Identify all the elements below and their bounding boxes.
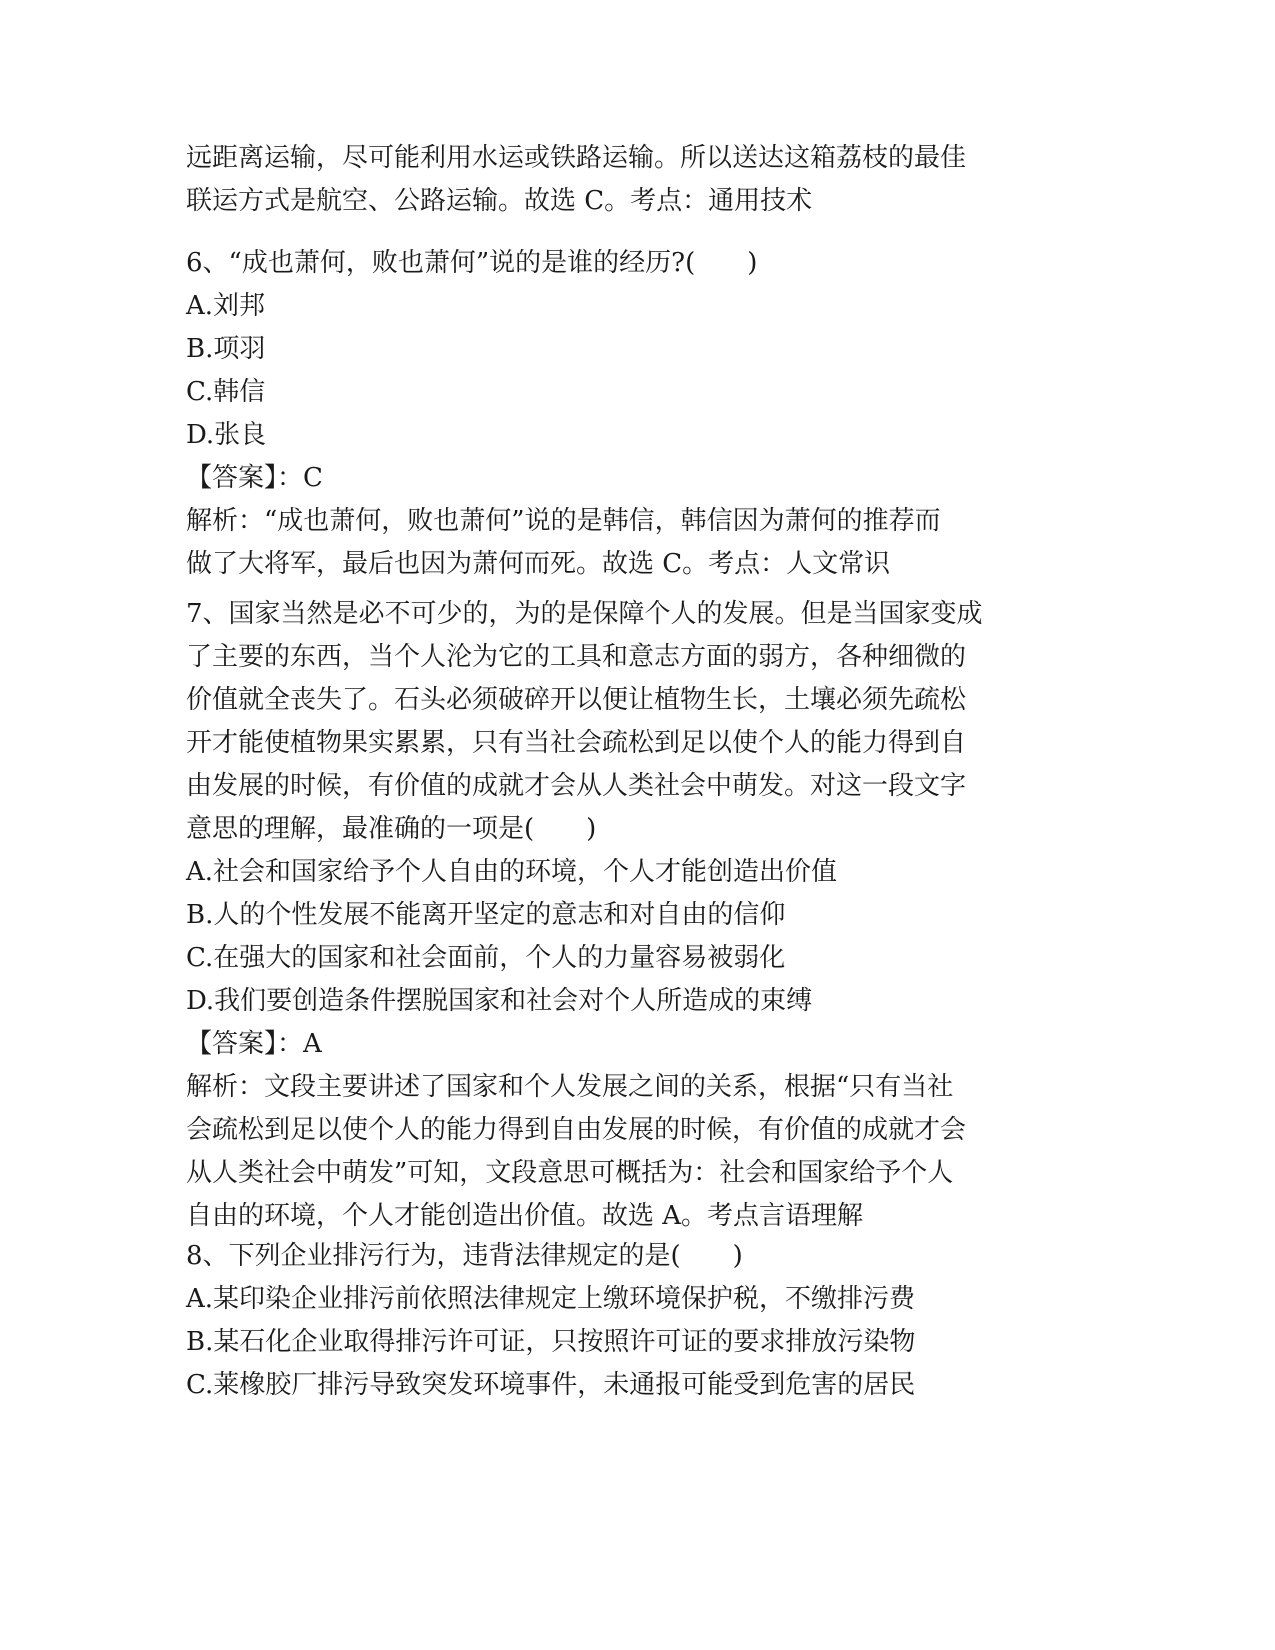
question-6 [186, 242, 1086, 586]
option-d: D.我们要创造条件摆脱国家和社会对个人所造成的束缚 [186, 986, 813, 1016]
text-line: 远距离运输，尽可能利用水运或铁路运输。所以送达这箱荔枝的最佳 [186, 143, 967, 173]
option-a: A.社会和国家给予个人自由的环境，个人才能创造出价值 [186, 857, 838, 887]
text-line: 联运方式是航空、公路运输。故选 C。考点：通用技术 [186, 186, 813, 216]
question-stem-line: 价值就全丧失了。石头必须破碎开以便让植物生长，土壤必须先疏松 [186, 685, 967, 715]
option-b: B.某石化企业取得排污许可证，只按照许可证的要求排放污染物 [186, 1327, 916, 1357]
analysis-line: 从人类社会中萌发”可知，文段意思可概括为：社会和国家给予个人 [186, 1158, 954, 1188]
option-c: C.莱橡胶厂排污导致突发环境事件，未通报可能受到危害的居民 [186, 1370, 916, 1400]
question-stem-line: 开才能使植物果实累累，只有当社会疏松到足以使个人的能力得到自 [186, 728, 967, 758]
question-7 [186, 593, 1086, 1238]
option-a: A.刘邦 [186, 291, 266, 321]
analysis-line: 解析：“成也萧何，败也萧何”说的是韩信，韩信因为萧何的推荐而 [186, 506, 941, 536]
answer-label: 【答案】：C [186, 463, 323, 493]
question-stem-line: 7、国家当然是必不可少的，为的是保障个人的发展。但是当国家变成 [186, 599, 983, 629]
question-stem-line: 了主要的东西，当个人沦为它的工具和意志方面的弱方，各种细微的 [186, 642, 967, 672]
previous-answer-continuation [186, 137, 1086, 223]
question-stem: 8、下列企业排污行为，违背法律规定的是( ) [186, 1241, 743, 1271]
question-stem-line: 意思的理解，最准确的一项是( ) [186, 814, 597, 844]
option-c: C.韩信 [186, 377, 266, 407]
option-b: B.项羽 [186, 334, 266, 364]
option-c: C.在强大的国家和社会面前，个人的力量容易被弱化 [186, 943, 786, 973]
analysis-line: 解析：文段主要讲述了国家和个人发展之间的关系，根据“只有当社 [186, 1072, 954, 1102]
question-8 [186, 1235, 1086, 1407]
analysis-line: 自由的环境，个人才能创造出价值。故选 A。考点言语理解 [186, 1201, 864, 1231]
analysis-line: 做了大将军，最后也因为萧何而死。故选 C。考点：人文常识 [186, 549, 891, 579]
answer-label: 【答案】：A [186, 1029, 322, 1059]
option-d: D.张良 [186, 420, 267, 450]
question-stem-line: 由发展的时候，有价值的成就才会从人类社会中萌发。对这一段文字 [186, 771, 967, 801]
option-a: A.某印染企业排污前依照法律规定上缴环境保护税，不缴排污费 [186, 1284, 916, 1314]
question-stem: 6、“成也萧何，败也萧何”说的是谁的经历?( ) [186, 248, 758, 278]
option-b: B.人的个性发展不能离开坚定的意志和对自由的信仰 [186, 900, 786, 930]
analysis-line: 会疏松到足以使个人的能力得到自由发展的时候，有价值的成就才会 [186, 1115, 967, 1145]
